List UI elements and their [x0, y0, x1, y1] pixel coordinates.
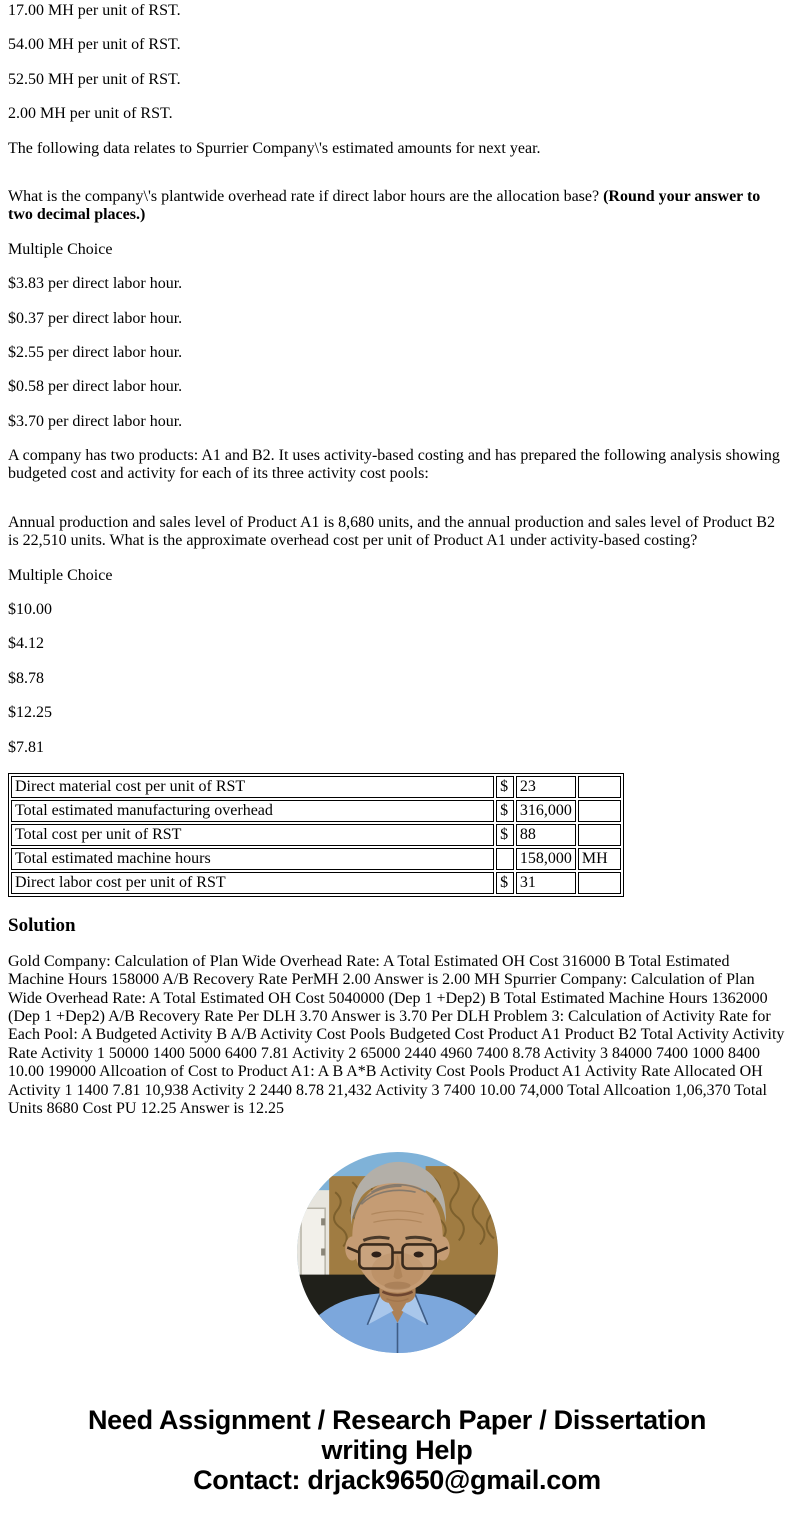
multiple-choice-label: Multiple Choice [8, 566, 113, 584]
answer-option: $3.70 per direct labor hour. [8, 412, 183, 430]
footer-help-line-1: Need Assignment / Research Paper / Dissertation [87, 1404, 707, 1435]
problem2-question: Annual production and sales level of Product A1 is 8,680 units, and the annual production and sales level of Product B2 is 22,510 units. What is the approximate overhead cost per unit of Product A1 under activity-based costing? [8, 513, 775, 550]
answer-option: $0.37 per direct labor hour. [8, 309, 183, 327]
answer-option: $12.25 [8, 704, 52, 722]
value-cell: 31 [516, 872, 576, 894]
mh-line: 52.50 MH per unit of RST. [8, 70, 181, 88]
row-label: Direct material cost per unit of RST [11, 776, 494, 798]
table-row [11, 848, 621, 870]
instructor-photo [8, 1152, 786, 1358]
problem1-question [8, 188, 786, 225]
avatar-art [297, 1152, 498, 1353]
problem1-intro: The following data relates to Spurrier Company\'s estimated amounts for next year. [8, 139, 541, 157]
answer-option: $7.81 [8, 738, 44, 756]
mh-line: 54.00 MH per unit of RST. [8, 36, 181, 54]
row-label: Total estimated machine hours [11, 848, 494, 870]
answer-option: $10.00 [8, 601, 52, 619]
solution-body: Gold Company: Calculation of Plan Wide Overhead Rate: A Total Estimated OH Cost 316000 B Total Estimated Machine Hours 158000 A/B Recovery Rate PerMH 2.00 Answer is 2.00 MH Spurrier Company: Calculation of Plan Wide Overhead Rate: A Total Estimated OH Cost 5040000 (Dep 1 +Dep2) B Total Estimated Machine Hours 1362000 (Dep 1 +Dep2) A/B Recovery Rate Per DLH 3.70 Answer is 3.70 Per DLH Problem 3: Calculation of Activity Rate for Each Pool: A Budgeted Activity B A/B Activity Cost Pools Budgeted Cost Product A1 Product B2 Total Activity Activity Rate Activity 1 50000 1400 5000 6400 7.81 Activity 2 65000 2440 4960 7400 8.78 Activity 3 84000 7400 1000 8400 10.00 199000 Allcoation of Cost to Product A1: A B A*B Activity Cost Pools Product A1 Activity Rate Allocated OH Activity 1 1400 7.81 10,938 Activity 2 2440 8.78 21,432 Activity 3 7400 10.00 74,000 Total Allcoation 1,06,370 Total Units 8680 Cost PU 12.25 Answer is 12.25 [8, 952, 785, 1117]
answer-option: $4.12 [8, 635, 44, 653]
problem1-question-bold: (Round your answer to two decimal places.) [8, 187, 761, 224]
footer-banner [8, 1405, 786, 1496]
value-cell: 316,000 [516, 800, 576, 822]
answer-option: $0.58 per direct labor hour. [8, 378, 183, 396]
problem2-intro: A company has two products: A1 and B2. It uses activity-based costing and has prepared the following analysis showing budgeted cost and activity for each of its three activity cost pools: [8, 447, 780, 483]
table-row [11, 776, 621, 798]
currency-cell: $ [496, 824, 514, 846]
answer-option: $2.55 per direct labor hour. [8, 343, 183, 361]
row-label: Total estimated manufacturing overhead [11, 800, 494, 822]
value-cell: 88 [516, 824, 576, 846]
answer-option: $3.83 per direct labor hour. [8, 275, 183, 293]
unit-cell [578, 776, 621, 798]
unit-cell [578, 824, 621, 846]
unit-cell [578, 800, 621, 822]
footer-help-line-2: writing Help [321, 1434, 473, 1465]
answer-option: $8.78 [8, 669, 44, 687]
currency-cell: $ [496, 872, 514, 894]
table-row [11, 824, 621, 846]
table-row [11, 872, 621, 894]
footer-contact-email: Contact: drjack9650@gmail.com [193, 1465, 601, 1496]
problem1-question-text: What is the company\'s plantwide overhead rate if direct labor hours are the allocation base? [8, 187, 604, 205]
mh-line: 17.00 MH per unit of RST. [8, 2, 181, 19]
mh-line: 2.00 MH per unit of RST. [8, 105, 173, 123]
table-row [11, 800, 621, 822]
solution-heading: Solution [8, 914, 76, 936]
row-label: Direct labor cost per unit of RST [11, 872, 494, 894]
value-cell: 158,000 [516, 848, 576, 870]
currency-cell [496, 848, 514, 870]
unit-cell: MH [578, 848, 621, 870]
currency-cell: $ [496, 800, 514, 822]
currency-cell: $ [496, 776, 514, 798]
unit-cell [578, 872, 621, 894]
multiple-choice-label: Multiple Choice [8, 240, 113, 258]
value-cell: 23 [516, 776, 576, 798]
document-page [8, 2, 786, 1495]
cost-data-table [8, 773, 624, 897]
row-label: Total cost per unit of RST [11, 824, 494, 846]
